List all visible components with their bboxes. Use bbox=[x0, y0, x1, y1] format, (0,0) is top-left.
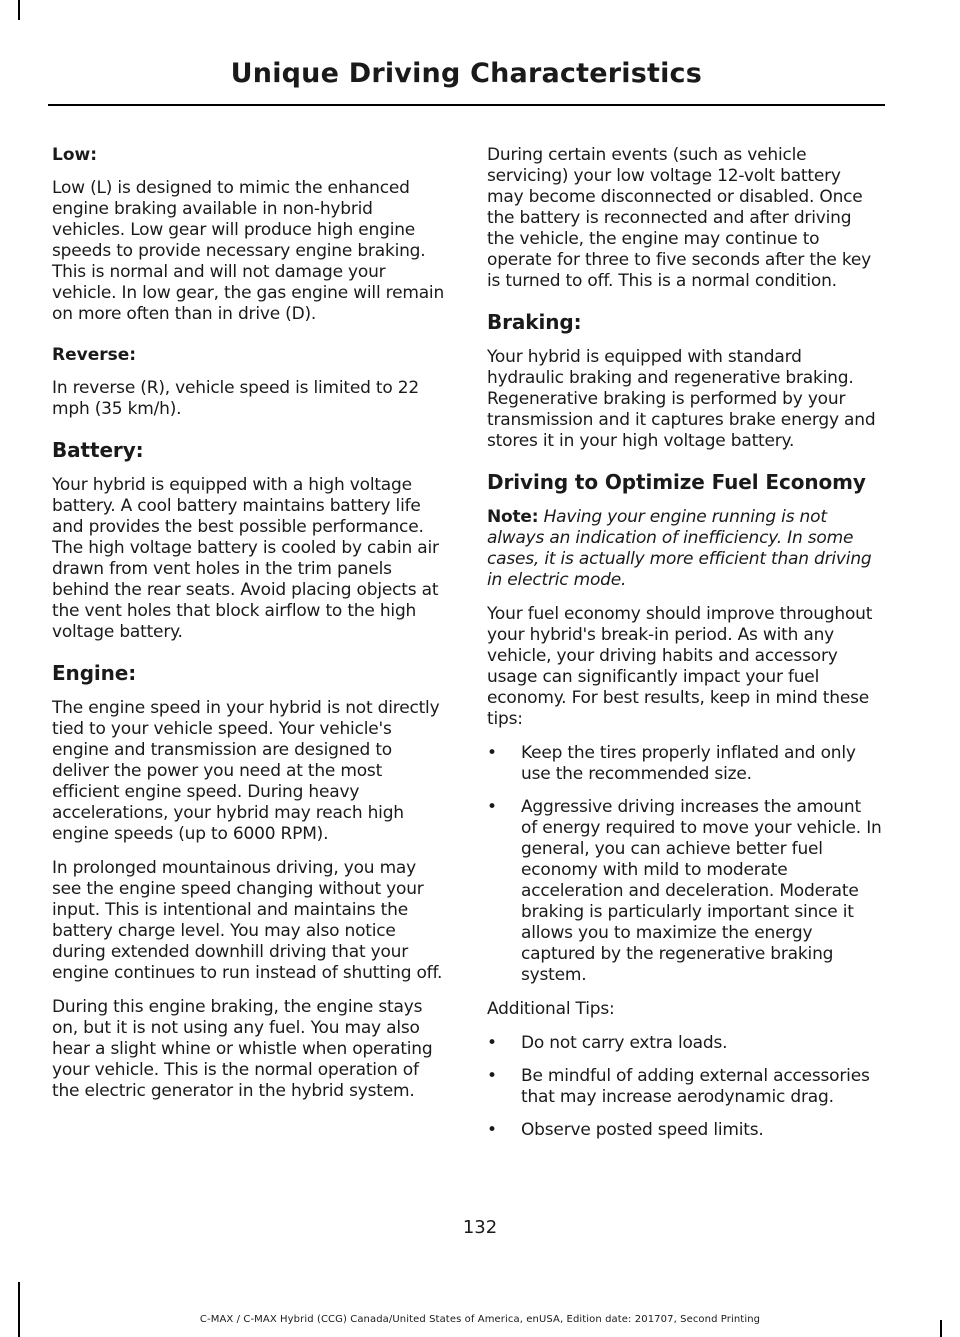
additional-tips-list bbox=[487, 1033, 882, 1141]
list-item bbox=[487, 797, 882, 986]
reverse-label: Reverse: bbox=[52, 345, 137, 365]
note bbox=[487, 507, 882, 591]
footer-text: C-MAX / C-MAX Hybrid (CCG) Canada/United States of America, enUSA, Edition date: 201707, Second Printing bbox=[199, 1314, 761, 1325]
reverse-text: In reverse (R), vehicle speed is limited to 22 mph (35 km/h). bbox=[52, 378, 420, 419]
bullet: • bbox=[487, 1120, 497, 1140]
bullet: • bbox=[487, 743, 497, 763]
additional-tips-label: Additional Tips: bbox=[487, 999, 615, 1019]
tip-text: Keep the tires properly inflated and only use the recommended size. bbox=[521, 743, 856, 784]
fuel-economy-text: Your fuel economy should improve throughout your hybrid's break-in period. As with any vehicle, your driving habits and accessory usage can significantly impact your fuel economy. For best results, keep in mind these tips: bbox=[487, 604, 873, 729]
page-number: 132 bbox=[462, 1217, 498, 1238]
battery-continued-text: During certain events (such as vehicle servicing) your low voltage 12-volt battery may become disconnected or disabled. Once the battery is reconnected and after driving the vehicle, the engine may continue to operate for three to five seconds after the key is turned to off. This is a normal condition. bbox=[487, 145, 872, 291]
crop-mark-bottom-left bbox=[18, 1282, 20, 1337]
note-label: Note: bbox=[487, 507, 539, 527]
engine-heading: Engine: bbox=[52, 661, 137, 685]
tip-text: Observe posted speed limits. bbox=[521, 1120, 764, 1140]
fuel-economy-heading: Driving to Optimize Fuel Economy bbox=[487, 470, 866, 494]
crop-mark-top-left bbox=[18, 0, 20, 20]
tip-text: Aggressive driving increases the amount of energy required to move your vehicle. In general, you can achieve better fuel economy with mild to moderate acceleration and deceleration. Moderate braking is particularly important since it allows you to maximize the energy captured by the regenerative braking system. bbox=[521, 797, 882, 985]
bullet: • bbox=[487, 1066, 497, 1086]
right-column bbox=[487, 145, 882, 1154]
low-label: Low: bbox=[52, 145, 98, 165]
tip-text: Be mindful of adding external accessories that may increase aerodynamic drag. bbox=[521, 1066, 870, 1107]
list-item bbox=[487, 1066, 882, 1108]
header-divider bbox=[48, 104, 885, 106]
list-item bbox=[487, 1033, 882, 1054]
bullet: • bbox=[487, 797, 497, 817]
battery-heading: Battery: bbox=[52, 438, 144, 462]
note-text: Having your engine running is not always an indication of inefficiency. In some cases, it is actually more efficient than driving in electric mode. bbox=[487, 507, 872, 590]
engine-text-1: The engine speed in your hybrid is not directly tied to your vehicle speed. Your vehicle's engine and transmission are designed to deliver the power you need at the most efficient engine speed. During heavy accelerations, your hybrid may reach high engine speeds (up to 6000 RPM). bbox=[52, 698, 440, 844]
page-title: Unique Driving Characteristics bbox=[230, 58, 702, 89]
list-item bbox=[487, 1120, 882, 1141]
braking-heading: Braking: bbox=[487, 310, 582, 334]
engine-text-3: During this engine braking, the engine stays on, but it is not using any fuel. You may also hear a slight whine or whistle when operating your vehicle. This is the normal operation of the electric generator in the hybrid system. bbox=[52, 997, 433, 1101]
left-column bbox=[52, 145, 447, 1115]
bullet: • bbox=[487, 1033, 497, 1053]
battery-text: Your hybrid is equipped with a high voltage battery. A cool battery maintains battery life and provides the best possible performance. The high voltage battery is cooled by cabin air drawn from vent holes in the trim panels behind the rear seats. Avoid placing objects at the vent holes that block airflow to the high voltage battery. bbox=[52, 475, 439, 642]
list-item bbox=[487, 743, 882, 785]
tip-text: Do not carry extra loads. bbox=[521, 1033, 728, 1053]
braking-text: Your hybrid is equipped with standard hydraulic braking and regenerative braking. Regenerative braking is performed by your transmission and it captures brake energy and stores it in your high voltage battery. bbox=[487, 347, 876, 451]
low-text: Low (L) is designed to mimic the enhanced engine braking available in non-hybrid vehicles. Low gear will produce high engine speeds to provide necessary engine braking. This is normal and will not damage your vehicle. In low gear, the gas engine will remain on more often than in drive (D). bbox=[52, 178, 445, 324]
engine-text-2: In prolonged mountainous driving, you may see the engine speed changing without your input. This is intentional and maintains the battery charge level. You may also notice during extended downhill driving that your engine continues to run instead of shutting off. bbox=[52, 858, 443, 983]
tips-list bbox=[487, 743, 882, 986]
